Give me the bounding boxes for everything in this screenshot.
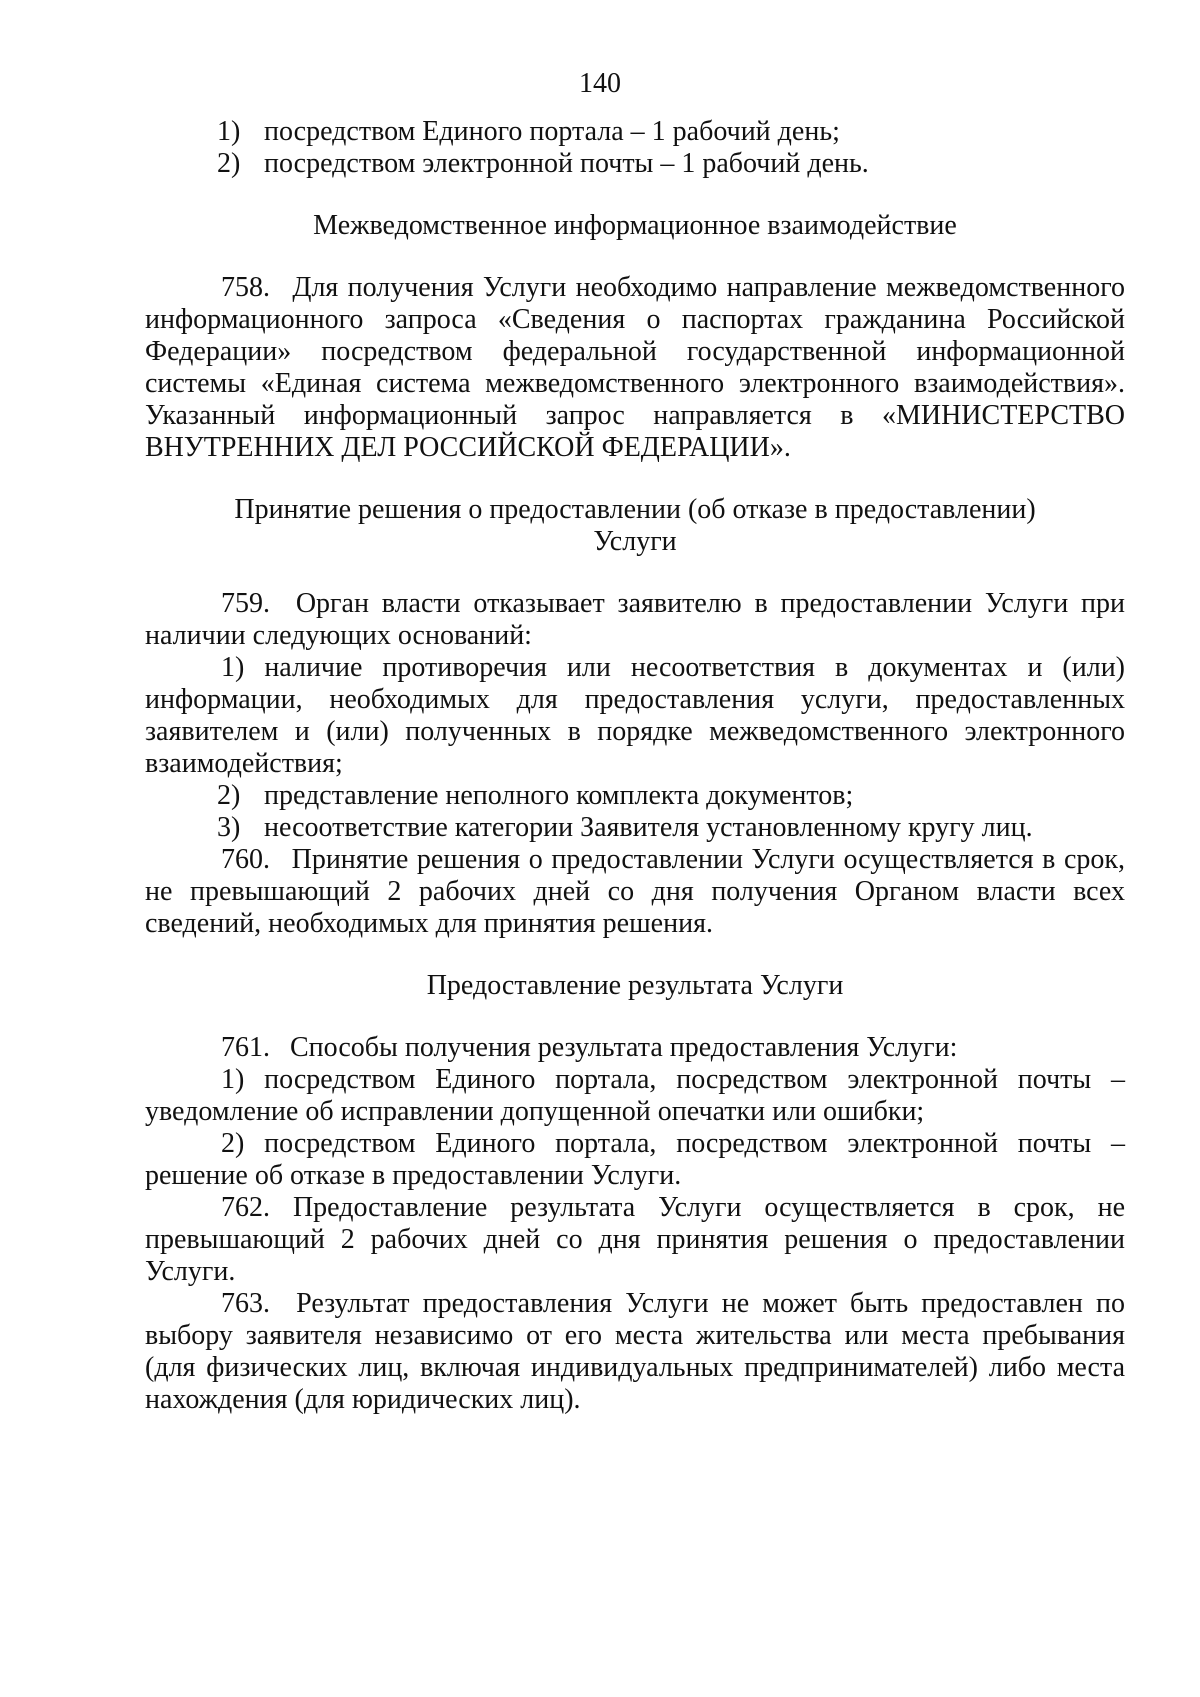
document-body (145, 116, 1125, 1416)
clause-763 (145, 1288, 1125, 1416)
page-number: 140 (579, 68, 621, 99)
clause-762 (145, 1192, 1125, 1288)
clause-text: Предоставление результата Услуги осуществляется в срок, не превышающий 2 рабочих дней со дня принятия решения о предоставлении Услуги. (145, 1192, 1125, 1287)
clause-text: Орган власти отказывает заявителю в предоставлении Услуги при наличии следующих оснований: (145, 588, 1125, 651)
clause-759-item (145, 780, 1125, 812)
list-item-number: 2) (217, 148, 241, 179)
list-item-text: представление неполного комплекта документов; (264, 780, 854, 811)
clause-number: 758. (221, 272, 270, 303)
clause-761 (145, 1032, 1125, 1064)
list-item-number: 1) (217, 116, 241, 147)
section-heading-decision (145, 494, 1125, 558)
list-item-text: посредством Единого портала, посредством электронной почты – решение об отказе в предоставлении Услуги. (145, 1128, 1126, 1191)
clause-759-item (145, 652, 1125, 780)
list-item (145, 116, 1125, 148)
clause-759 (145, 588, 1125, 652)
list-item-number: 2) (217, 780, 241, 811)
list-item-number: 3) (217, 812, 241, 843)
clause-759-item (145, 812, 1125, 844)
section-heading-result: Предоставление результата Услуги (426, 970, 844, 1001)
clause-number: 762. (221, 1192, 270, 1223)
clause-number: 761. (221, 1032, 270, 1063)
list-item-number: 1) (221, 652, 245, 683)
list-item (145, 148, 1125, 180)
clause-text: Результат предоставления Услуги не может быть предоставлен по выбору заявителя независимо от его места жительства или места пребывания (для физических лиц, включая индивидуальных предпринимателей) либо места нахождения (для юридических лиц). (145, 1288, 1125, 1415)
clause-number: 759. (221, 588, 270, 619)
clause-761-item (145, 1064, 1125, 1128)
heading-line: Услуги (593, 526, 677, 557)
list-item-number: 2) (221, 1128, 245, 1159)
clause-text: Для получения Услуги необходимо направление межведомственного информационного запроса «Сведения о паспортах гражданина Российской Федерации» посредством федеральной государственной информационной системы «Единая система межведомственного электронного взаимодействия». Указанный информационный запрос направляется в «МИНИСТЕРСТВО ВНУТРЕННИХ ДЕЛ РОССИЙСКОЙ ФЕДЕРАЦИИ». (145, 272, 1125, 463)
clause-758 (145, 272, 1125, 464)
heading-line: Принятие решения о предоставлении (об отказе в предоставлении) (234, 494, 1036, 525)
clause-761-item (145, 1128, 1125, 1192)
clause-760 (145, 844, 1125, 940)
clause-text: Принятие решения о предоставлении Услуги осуществляется в срок, не превышающий 2 рабочих дней со дня получения Органом власти всех сведений, необходимых для принятия решения. (145, 844, 1126, 939)
clause-number: 763. (221, 1288, 270, 1319)
list-item-text: посредством Единого портала, посредством электронной почты – уведомление об исправлении допущенной опечатки или ошибки; (145, 1064, 1126, 1127)
list-item-number: 1) (221, 1064, 245, 1095)
section-heading-interagency: Межведомственное информационное взаимодействие (313, 210, 957, 241)
clause-number: 760. (221, 844, 270, 875)
list-item-text: посредством Единого портала – 1 рабочий день; (264, 116, 840, 147)
list-item-text: посредством электронной почты – 1 рабочий день. (264, 148, 869, 179)
list-item-text: несоответствие категории Заявителя установленному кругу лиц. (264, 812, 1033, 843)
clause-text: Способы получения результата предоставления Услуги: (290, 1032, 958, 1063)
list-item-text: наличие противоречия или несоответствия в документах и (или) информации, необходимых для предоставления услуги, предоставленных заявителем и (или) полученных в порядке межведомственного электронного взаимодействия; (145, 652, 1125, 779)
